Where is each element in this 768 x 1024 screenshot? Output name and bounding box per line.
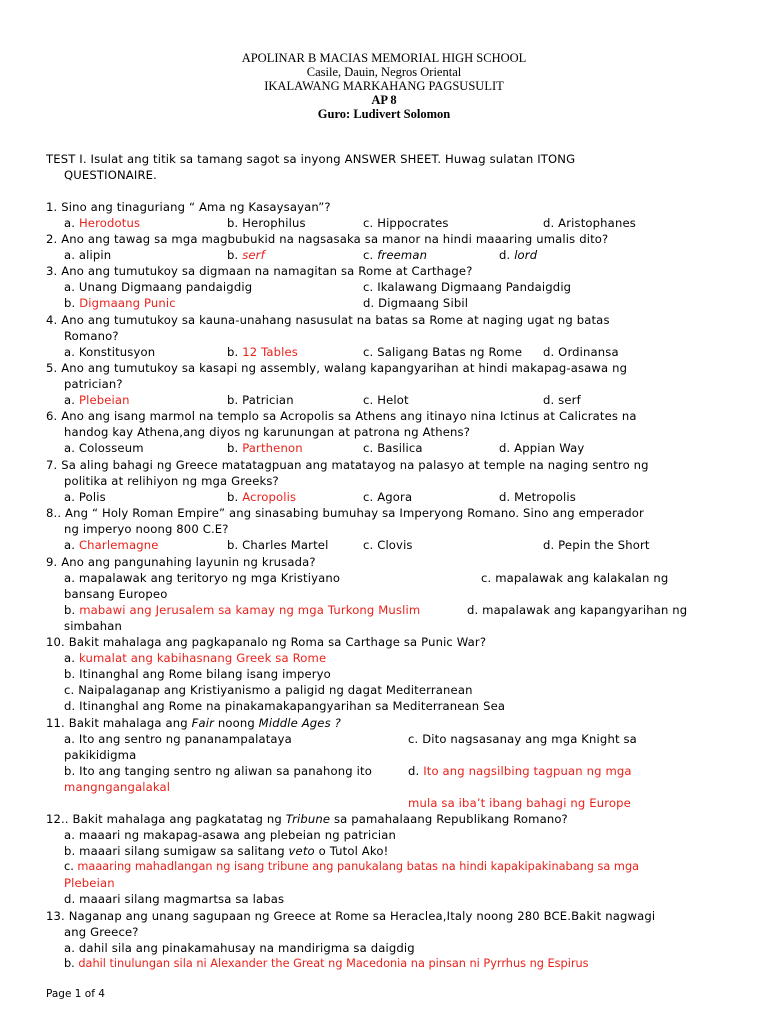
q8-option-a: a. Charlemagne [64,538,159,552]
q10-option-b: b. Itinanghal ang Rome bilang isang imperyo [64,667,331,681]
q2-option-d: d. lord [499,248,538,262]
q12-answer: maaaring mahadlangan ng isang tribune ang panukalang batas na hindi kapakipakinabang sa mga [77,860,640,873]
q10-answer: kumalat ang kabihasnang Greek sa Rome [78,651,327,665]
q7-answer: Acropolis [242,490,297,504]
q13-text-1: 13. Naganap ang unang sagupaan ng Greece at Rome sa Heraclea,Italy noong 280 BCE.Bakit nagwagi [46,909,656,923]
school-name: APOLINAR B MACIAS MEMORIAL HIGH SCHOOL [241,51,527,65]
q4-option-a: a. Konstitusyon [64,345,156,359]
q9-option-c: c. mapalawak ang kalakalan ng [481,571,669,585]
q9-option-d-cont: simbahan [64,619,123,633]
q2-text: 2. Ano ang tawag sa mga magbubukid na nagsasaka sa manor na hindi maaaring umalis dito? [46,232,609,246]
q12-option-b: b. maaari silang sumigaw sa salitang veto o Tutol Ako! [64,844,389,858]
q2-option-c: c. freeman [363,248,428,262]
q11-text: 11. Bakit mahalaga ang Fair noong Middle Ages ? [46,716,341,730]
q13-option-a: a. dahil sila ang pinakamahusay na mandirigma sa daigdig [64,941,415,955]
q10-option-d: d. Itinanghal ang Rome na pinakamakapangyarihan sa Mediterranean Sea [64,699,506,713]
q7-option-c: c. Agora [363,490,413,504]
q4-answer: 12 Tables [242,345,298,359]
q3-answer: Digmaang Punic [79,296,176,310]
q3-option-d: d. Digmaang Sibil [363,296,469,310]
q5-answer: Plebeian [78,393,130,407]
q7-text-1: 7. Sa aling bahagi ng Greece matatagpuan ang matatayog na palasyo at temple na naging sentro ng [46,458,649,472]
q10-text: 10. Bakit mahalaga ang pagkapanalo ng Roma sa Carthage sa Punic War? [46,635,487,649]
q11-option-a: a. Ito ang sentro ng pananampalataya [64,732,292,746]
subject-label: AP 8 [371,93,397,107]
q4-option-c: c. Saligang Batas ng Rome [363,345,523,359]
q9-text: 9. Ano ang pangunahing layunin ng krusada? [46,555,316,569]
q5-option-b: b. Patrician [227,393,294,407]
q1-option-d: d. Aristophanes [543,216,636,230]
q6-text-2: handog kay Athena,ang diyos ng karunungan at patrona ng Athens? [64,425,470,439]
school-address: Casile, Dauin, Negros Oriental [306,65,462,79]
q9-option-a: a. mapalawak ang teritoryo ng mga Kristiyano [64,571,341,585]
q13-answer: dahil tinulungan sila ni Alexander the Great ng Macedonia na pinsan ni Pyrrhus ng Espirus [78,957,589,970]
q3-text: 3. Ano ang tumutukoy sa digmaan na namagitan sa Rome at Carthage? [46,264,473,278]
q6-option-b: b. Parthenon [227,441,303,455]
q12-text: 12.. Bakit mahalaga ang pagkatatag ng Tribune sa pamahalaang Republikang Romano? [46,812,568,826]
q12-option-d: d. maaari silang magmartsa sa labas [64,892,285,906]
q7-text-2: politika at relihiyon ng mga Greeks? [64,474,279,488]
q5-text-1: 5. Ano ang tumutukoy sa kasapi ng assembly, walang kapangyarihan at hindi makapag-asawa ng [46,361,628,375]
q4-text-1: 4. Ano ang tumutukoy sa kauna-unahang nasusulat na batas sa Rome at naging ugat ng batas [46,313,610,327]
q7-option-a: a. Polis [64,490,106,504]
q5-text-2: patrician? [64,377,123,391]
q6-option-d: d. Appian Way [499,441,585,455]
q11-option-c: c. Dito nagsasanay ang mga Knight sa [408,732,637,746]
q8-answer: Charlemagne [78,538,159,552]
q8-text-1: 8.. Ang “ Holy Roman Empire” ang sinasabing bumuhay sa Imperyong Romano. Sino ang emperador [46,506,644,520]
q1-text: 1. Sino ang tinaguriang “ Ama ng Kasaysayan”? [46,200,331,214]
exam-title: IKALAWANG MARKAHANG PAGSUSULIT [264,79,504,93]
q7-option-b: b. Acropolis [227,490,297,504]
q11-answer: Ito ang nagsilbing tagpuan ng mga [423,764,632,778]
q13-text-2: ang Greece? [64,925,139,939]
q6-option-c: c. Basilica [363,441,423,455]
q11-option-d-cont-1: mangngangalakal [64,780,171,794]
q2-option-b: b. serf [227,248,265,262]
q9-option-b: b. mabawi ang Jerusalem sa kamay ng mga Turkong Muslim [64,603,421,617]
q11-option-d-cont-2: mula sa iba’t ibang bahagi ng Europe [408,796,631,810]
q8-option-d: d. Pepin the Short [543,538,650,552]
q6-text-1: 6. Ano ang isang marmol na templo sa Acropolis sa Athens ang itinayo nina Ictinus at Calicrates na [46,409,637,423]
q10-option-a: a. kumalat ang kabihasnang Greek sa Rome [64,651,327,665]
q12-option-c-cont: Plebeian [64,876,115,890]
q11-option-d: d. Ito ang nagsilbing tagpuan ng mga [408,764,632,778]
q9-option-c-cont: bansang Europeo [64,587,168,601]
q5-option-c: c. Helot [363,393,409,407]
q1-answer: Herodotus [78,216,141,230]
q1-option-c: c. Hippocrates [363,216,449,230]
q12-option-a: a. maaari ng makapag-asawa ang plebeian ng patrician [64,828,396,842]
q11-option-b: b. Ito ang tanging sentro ng aliwan sa panahong ito [64,764,372,778]
q3-option-b: b. Digmaang Punic [64,296,176,310]
q4-option-d: d. Ordinansa [543,345,619,359]
q10-option-c: c. Naipalaganap ang Kristiyanismo a paligid ng dagat Mediterranean [64,683,473,697]
q1-option-b: b. Herophilus [227,216,306,230]
page-number: Page 1 of 4 [46,988,105,1000]
q9-answer: mabawi ang Jerusalem sa kamay ng mga Turkong Muslim [79,603,421,617]
q2-option-a: a. alipin [64,248,112,262]
q8-option-b: b. Charles Martel [227,538,329,552]
q7-option-d: d. Metropolis [499,490,576,504]
q6-option-a: a. Colosseum [64,441,144,455]
instructions-line-2: QUESTIONAIRE. [64,168,157,182]
q12-option-c: c. maaaring mahadlangan ng isang tribune ang panukalang batas na hindi kapakipakinabang sa mga [64,860,640,873]
instructions-line-1: TEST I. Isulat ang titik sa tamang sagot sa inyong ANSWER SHEET. Huwag sulatan ITONG [46,152,576,166]
q6-answer: Parthenon [242,441,303,455]
q8-text-2: ng imperyo noong 800 C.E? [64,522,229,536]
q13-option-b: b. dahil tinulungan sila ni Alexander the Great ng Macedonia na pinsan ni Pyrrhus ng Espirus [64,957,589,970]
q5-option-d: d. serf [543,393,581,407]
q3-option-a: a. Unang Digmaang pandaigdig [64,280,253,294]
q1-option-a: a. Herodotus [64,216,141,230]
q2-answer: serf [242,248,265,262]
q5-option-a: a. Plebeian [64,393,130,407]
q3-option-c: c. Ikalawang Digmaang Pandaigdig [363,280,572,294]
q4-option-b: b. 12 Tables [227,345,298,359]
q9-option-d: d. mapalawak ang kapangyarihan ng [467,603,688,617]
q4-text-2: Romano? [64,329,119,343]
q8-option-c: c. Clovis [363,538,413,552]
teacher-label: Guro: Ludivert Solomon [317,107,451,121]
q11-option-c-cont: pakikidigma [64,748,137,762]
